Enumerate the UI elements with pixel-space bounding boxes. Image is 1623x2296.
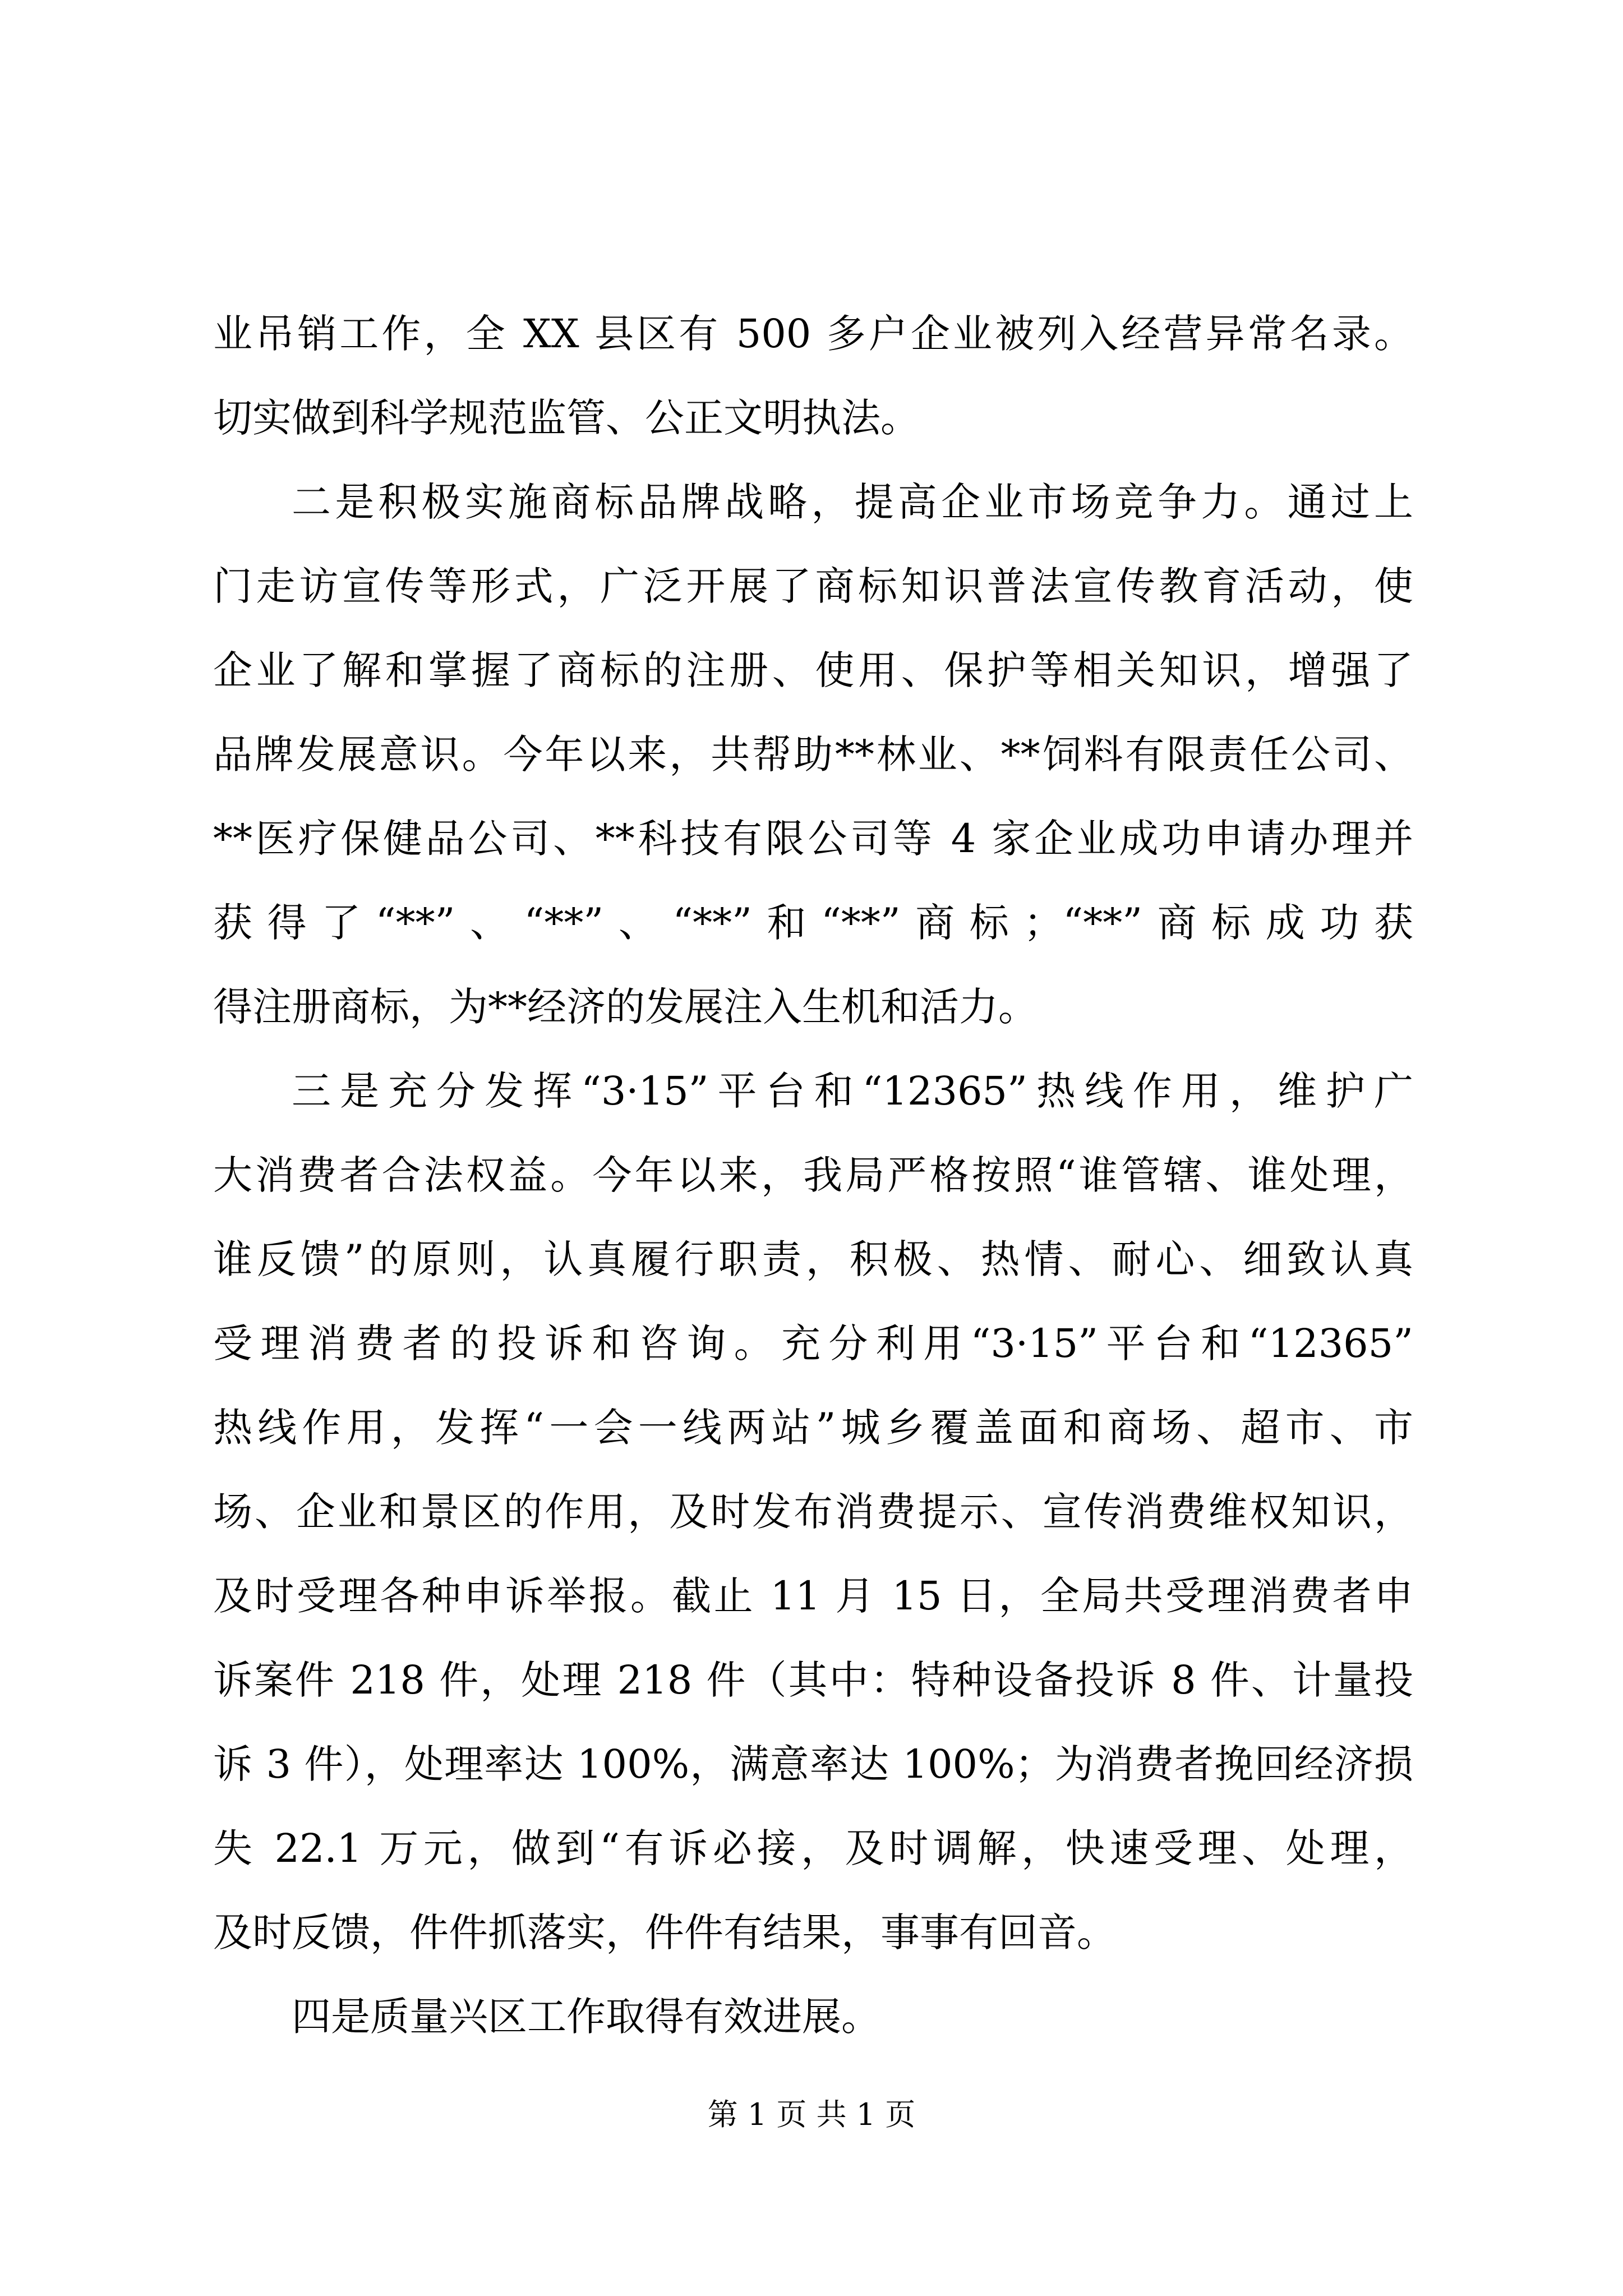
text-line: 大消费者合法权益。今年以来，我局严格按照“谁管辖、谁处理， bbox=[213, 1152, 1413, 1198]
text-line: 品牌发展意识。今年以来，共帮助**林业、**饲料有限责任公司、 bbox=[213, 731, 1413, 777]
text-line: 热线作用，发挥“一会一线两站”城乡覆盖面和商场、超市、市 bbox=[213, 1405, 1413, 1451]
text-line: 诉 3 件），处理率达 100%，满意率达 100%；为消费者挽回经济损 bbox=[213, 1741, 1413, 1787]
text-line: 受理消费者的投诉和咨询。充分利用“3·15”平台和“12365” bbox=[213, 1320, 1413, 1366]
text-line: 切实做到科学规范监管、公正文明执法。 bbox=[213, 395, 920, 441]
text-line: 企业了解和掌握了商标的注册、使用、保护等相关知识，增强了 bbox=[213, 647, 1413, 693]
text-line: 失 22.1 万元，做到“有诉必接，及时调解，快速受理、处理， bbox=[213, 1825, 1413, 1871]
text-line: 及时受理各种申诉举报。截止 11 月 15 日，全局共受理消费者申 bbox=[213, 1573, 1413, 1619]
text-line: 二是积极实施商标品牌战略，提高企业市场竞争力。通过上 bbox=[292, 479, 1413, 525]
text-line: **医疗保健品公司、**科技有限公司等 4 家企业成功申请办理并 bbox=[213, 816, 1413, 862]
text-line: 谁反馈”的原则，认真履行职责，积极、热情、耐心、细致认真 bbox=[213, 1236, 1413, 1282]
text-line: 及时反馈，件件抓落实，件件有结果，事事有回音。 bbox=[213, 1910, 1116, 1955]
text-line: 获得了“**”、“**”、“**”和“**”商标；“**”商标成功获 bbox=[213, 900, 1413, 946]
text-line: 业吊销工作，全 XX 县区有 500 多户企业被列入经营异常名录。 bbox=[213, 311, 1413, 357]
text-line: 门走访宣传等形式，广泛开展了商标知识普法宣传教育活动，使 bbox=[213, 563, 1413, 609]
text-line: 三是充分发挥“3·15”平台和“12365”热线作用，维护广 bbox=[292, 1068, 1413, 1114]
page-footer: 第 1 页 共 1 页 bbox=[707, 2097, 916, 2132]
text-line: 得注册商标，为**经济的发展注入生机和活力。 bbox=[213, 984, 1038, 1030]
text-line: 场、企业和景区的作用，及时发布消费提示、宣传消费维权知识， bbox=[213, 1489, 1413, 1535]
text-line: 诉案件 218 件，处理 218 件（其中：特种设备投诉 8 件、计量投 bbox=[213, 1657, 1413, 1703]
document-body bbox=[213, 292, 1413, 2059]
text-line: 四是质量兴区工作取得有效进展。 bbox=[292, 1994, 880, 2040]
